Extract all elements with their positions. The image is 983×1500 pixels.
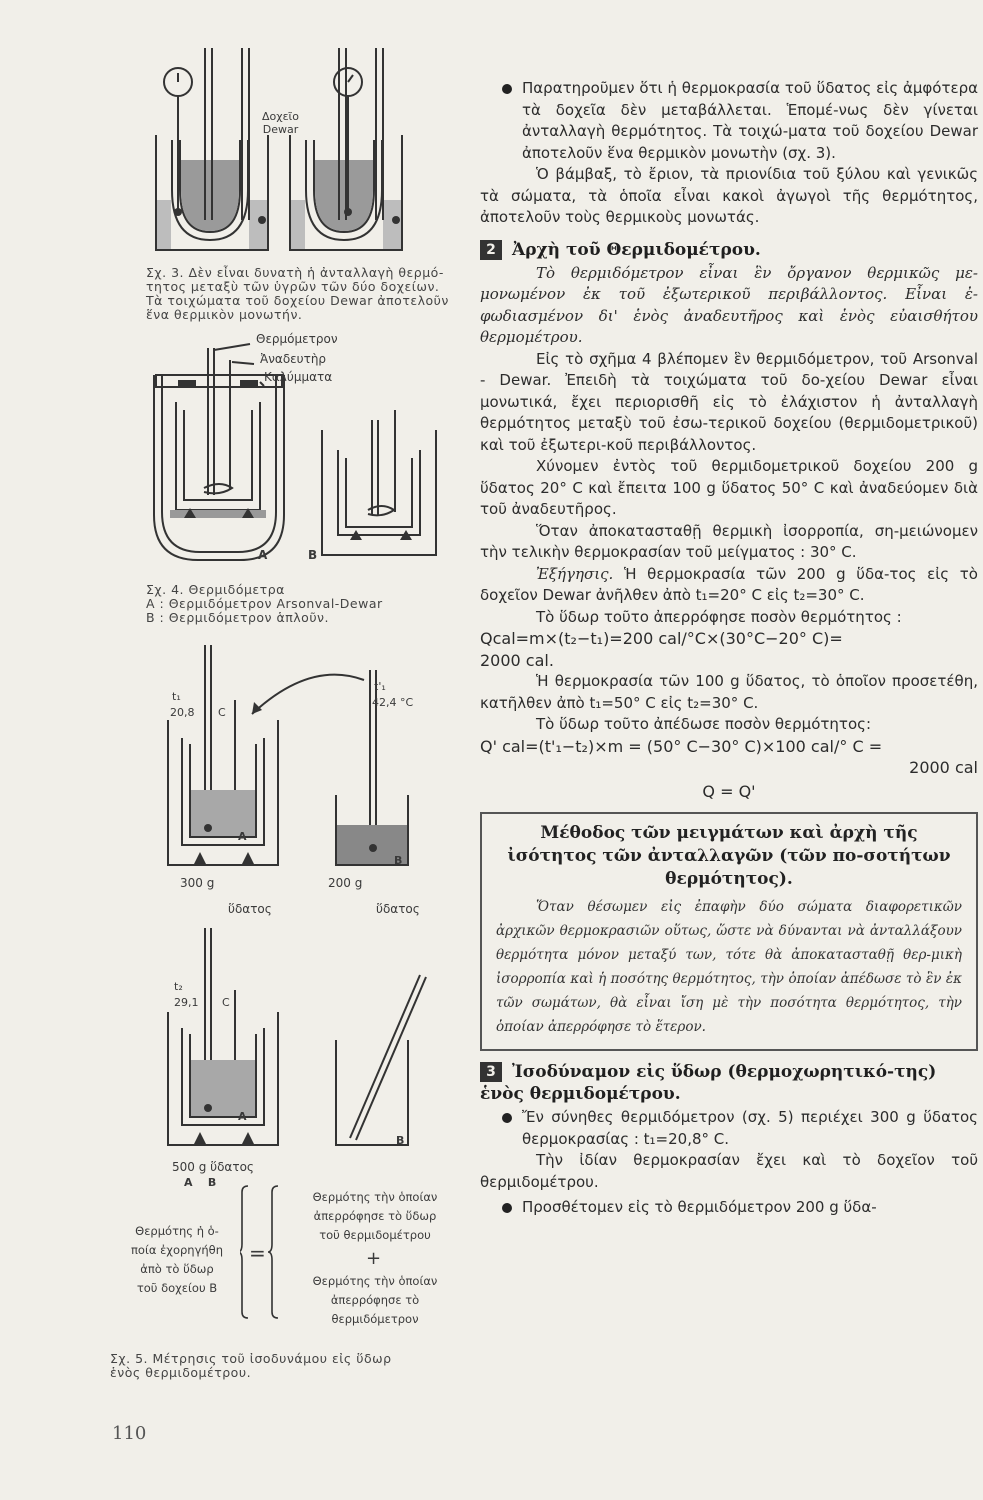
figure-5-caption: Σχ. 5. Μέτρησις τοῦ ἰσοδυνάμου εἰς ὕδωρ ἑνὸς θερμιδομέτρου. [110, 1351, 392, 1380]
principle-title: Μέθοδος τῶν μειγμάτων καὶ ἀρχὴ τῆς ἰσότητος τῶν ἀνταλλαγῶν (τῶν πο-σοτήτων θερμότητος). [507, 823, 951, 889]
t1-value: 20,8 [170, 706, 195, 719]
explanation-lead: Ἐξήγησις. [536, 564, 614, 583]
t1p-value: 42,4 °C [372, 696, 414, 709]
section-2-number: 2 [480, 240, 502, 260]
label-b: B [394, 854, 403, 867]
t2-unit: C [222, 996, 230, 1009]
figure-5-top [150, 640, 440, 916]
mass-a: 300 g [180, 876, 215, 890]
principle-box [480, 812, 978, 1051]
section-3-heading [480, 1061, 978, 1105]
equation-equality: Q = Q' [702, 781, 756, 801]
figure-5-top-drawing [150, 640, 440, 890]
water-b: ὕδατος [376, 902, 420, 916]
section-2-heading [480, 239, 978, 261]
explanation-text: Ἡ θερμοκρασία τῶν 200 g ὕδα-τος εἰς τὸ δοχεῖον Dewar ἀνῆλθεν ἀπὸ t₁=20° C εἰς t₂=30° C. [480, 564, 978, 604]
figure-3-caption: Σχ. 3. Δὲν εἶναι δυνατὴ ἡ ἀνταλλαγὴ θερμό- τητος μεταξὺ τῶν ὑγρῶν τῶν δύο δοχείων. Τὰ τοιχώματα τοῦ δοχείου Dewar ἀποτελοῦν ἕνα θερμικὸν μονωτήν. [146, 265, 449, 322]
paragraph-pour: Χύνομεν ἐντὸς τοῦ θερμιδομετρικοῦ δοχείου 200 g ὕδατος 20° C καὶ ἔπειτα 100 g ὕδατος 50° C καὶ ἀναδεύομεν διὰ τοῦ ἀναδευτῆρος. [480, 457, 978, 518]
mass-b: 200 g [328, 876, 363, 890]
page-number: 110 [112, 1423, 147, 1444]
paragraph-figure-4: Εἰς τὸ σχῆμα 4 βλέπομεν ἓν θερμιδόμετρον, τοῦ Arsonval - Dewar. Ἐπειδὴ τὰ τοιχώματα τοῦ δο-χείου Dewar εἶναι μονωτικά, ἔχει περιορισθῆ εἰς τὸ ἐλάχιστον ἡ ἀνταλλαγὴ θερμότητος μεταξὺ τοῦ ἐσω-τερικοῦ δοχείου (θερμιδομετρικοῦ) καὶ τοῦ ἐξωτερι-κοῦ περιβάλλοντος. [480, 349, 978, 454]
label-stirrer: Ἀναδευτὴρ [260, 352, 327, 366]
label-b: B [396, 1134, 405, 1147]
label-thermometer: Θερμόμετρον [256, 332, 338, 346]
section-3-title: Ἰσοδύναμον εἰς ὕδωρ (θερμοχωρητικό-της) ἑνὸς θερμιδομέτρου. [480, 1062, 937, 1104]
principle-text: Ὅταν θέσωμεν εἰς ἐπαφὴν δύο σώματα διαφορετικῶν ἀρχικῶν θερμοκρασιῶν οὕτως, ὥστε νὰ δύνανται νὰ ἀνταλλάξουν θερμότητα μόνον μεταξύ των, τότε θὰ ἀποκατασταθῇ θερ-μικὴ ἰσορροπία καὶ ἡ ποσότης θερμότητος, τὴν ὁποίαν ἀπέδωσε τὸ ἓν ἐκ τῶν σωμάτων, θὰ εἶναι ἴση μὲ τὴν ποσότητα θερμότητος, τὴν ὁποίαν ἀπερρόφησε τὸ ἕτερον. [496, 899, 962, 1035]
paragraph-insulators: Ὁ βάμβαξ, τὸ ἔριον, τὰ πριονίδια τοῦ ξύλου καὶ γενικῶς τὰ σώματα, τὰ ὁποῖα εἶναι κακοὶ ἀγωγοὶ τῆς θερμότητος, ἀποτελοῦν τοὺς θερμικοὺς μονωτάς. [480, 165, 978, 226]
equation-q-cal: Qcal=m×(t₂−t₁)=200 cal/°C×(30°C−20° C)= [480, 629, 843, 648]
paragraph-definition: Τὸ θερμιδόμετρον εἶναι ἓν ὄργανον θερμικῶς με-μονωμένον ἐκ τοῦ ἐξωτερικοῦ περιβάλλοντος. Εἶναι ἐ-φωδιασμένον δι' ἑνὸς ἀναδευτῆρος καὶ ἑνὸς εὐαισθήτου θερμομέτρου. [480, 263, 978, 346]
equation-q-cal-result: 2000 cal. [480, 650, 554, 670]
text-column [480, 78, 978, 1219]
equals-sign: = [249, 1241, 266, 1265]
heat-absorbed-water-box: Θερμότης τὴν ὁποίαν ἀπερρόφησε τὸ ὕδωρ τοῦ θερμιδομέτρου [312, 1190, 438, 1242]
t2-value: 29,1 [174, 996, 199, 1009]
t2-label: t₂ [174, 980, 183, 993]
plus-sign: + [366, 1248, 382, 1269]
t1-unit: C [218, 706, 226, 719]
label-a: A [238, 1110, 247, 1123]
label-lid: Καλύμματα [264, 370, 333, 384]
paragraph-added-water: Ἡ θερμοκρασία τῶν 100 g ὕδατος, τὸ ὁποῖον προσετέθη, κατῆλθεν ἀπὸ t₁=50° C εἰς t₂=30° C. [480, 672, 978, 712]
equation-q-prime: Q' cal=(t'₁−t₂)×m = (50° C−30° C)×100 cal/° C = [480, 736, 883, 756]
t1-label: t₁ [172, 690, 181, 703]
section-3-number: 3 [480, 1062, 502, 1082]
figure-4-caption: Σχ. 4. Θερμιδόμετρα A : Θερμιδόμετρον Arsonval-Dewar B : Θερμιδόμετρον ἁπλοῦν. [146, 582, 383, 625]
equation-q-prime-result: 2000 cal [909, 758, 978, 777]
paragraph-absorbed: Τὸ ὕδωρ τοῦτο ἀπερρόφησε ποσὸν θερμότητος : [536, 607, 902, 626]
paragraph-released: Τὸ ὕδωρ τοῦτο ἀπέδωσε ποσὸν θερμότητος: [536, 715, 871, 733]
figure-5-bottom-drawing [150, 920, 440, 1160]
label-b: B [308, 548, 318, 562]
figure-4 [150, 332, 440, 570]
heat-given-box: Θερμότης ἡ ὁ- ποία ἐχορηγήθη ἀπὸ τὸ ὕδωρ τοῦ δοχείου B [131, 1224, 223, 1295]
figure-3-drawing [150, 40, 410, 265]
label-a: A [258, 548, 268, 562]
water-a: ὕδατος [228, 902, 272, 916]
ab-label: A B [184, 1176, 217, 1189]
paragraph-same-temperature: Τὴν ἰδίαν θερμοκρασίαν ἔχει καὶ τὸ δοχεῖον τοῦ θερμιδομέτρου. [480, 1151, 978, 1191]
t1p-label: t'₁ [374, 680, 386, 693]
paragraph-equilibrium: Ὅταν ἀποκατασταθῇ θερμικὴ ἰσορροπία, ση-μειώνομεν τὴν τελικὴν θερμοκρασίαν τοῦ μείγματος : 30° C. [480, 521, 978, 561]
section-2-title: Ἀρχὴ τοῦ Θερμιδομέτρου. [512, 239, 761, 260]
mass-total: 500 g ὕδατος [172, 1160, 254, 1174]
dewar-label: Δοχεῖο Dewar [262, 110, 300, 136]
paragraph-observation: Παρατηροῦμεν ὅτι ἡ θερμοκρασία τοῦ ὕδατος εἰς ἀμφότερα τὰ δοχεῖα δὲν μεταβάλλεται. Ἑπομέ-νως δὲν γίνεται ἀνταλλαγὴ θερμότητος. Τὰ τοιχώ-ματα τοῦ δοχείου Dewar ἀποτελοῦν ἕνα θερμικὸν μονωτὴν (σχ. 3). [480, 78, 978, 164]
paragraph-calorimeter-content: Ἔν σύνηθες θερμιδόμετρον (σχ. 5) περιέχει 300 g ὕδατος θερμοκρασίας : t₁=20,8° C. [480, 1107, 978, 1150]
label-a: A [238, 830, 247, 843]
figure-3 [150, 40, 410, 265]
paragraph-add-water: Προσθέτομεν εἰς τὸ θερμιδόμετρον 200 g ὕδα- [480, 1197, 978, 1219]
heat-absorbed-calorimeter-box: Θερμότης τὴν ὁποίαν ἀπερρόφησε τὸ θερμιδόμετρον [312, 1274, 438, 1326]
paragraph-explanation [480, 564, 978, 607]
figure-5-bottom [150, 920, 440, 1189]
